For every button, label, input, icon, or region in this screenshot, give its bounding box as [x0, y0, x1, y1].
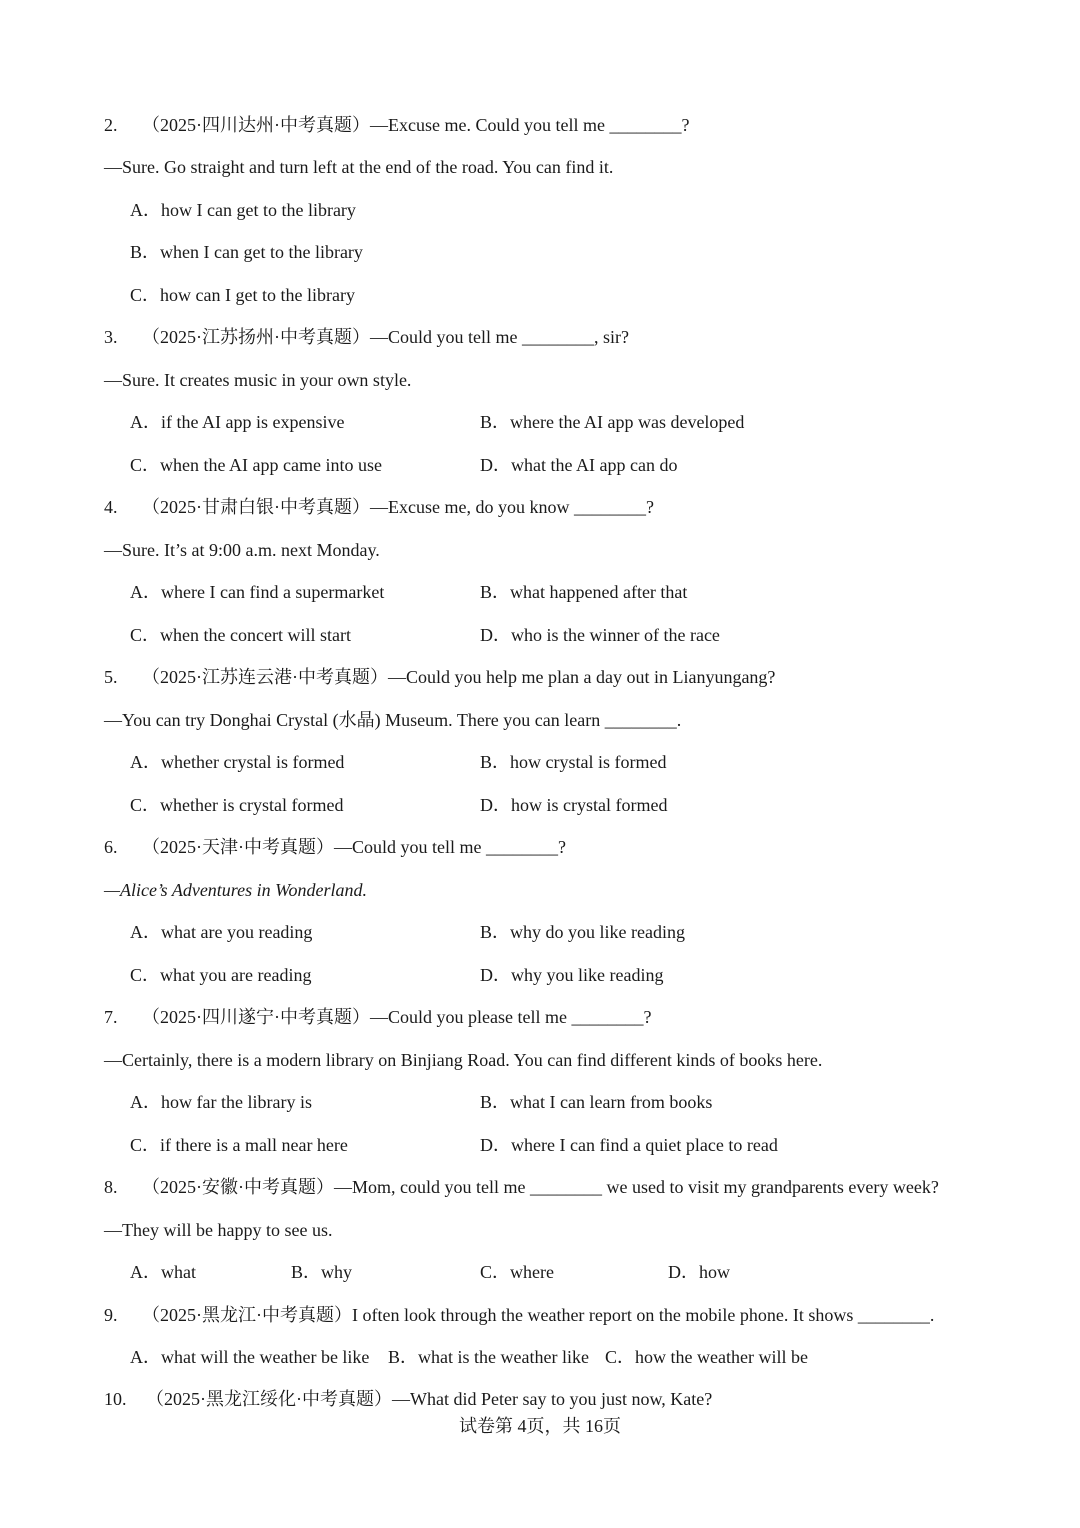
question-response: —They will be happy to see us.	[104, 1220, 333, 1240]
question-source: （2025·四川达州·中考真题）	[142, 115, 370, 135]
question-source: （2025·江苏连云港·中考真题）	[142, 667, 388, 687]
question-source: （2025·安徽·中考真题）	[142, 1177, 334, 1197]
question-response: —Alice’s Adventures in Wonderland.	[104, 880, 367, 900]
question-number: 2.	[104, 115, 118, 135]
option-d[interactable]: D．where I can find a quiet place to read	[480, 1135, 778, 1155]
option-b[interactable]: B．why do you like reading	[480, 922, 685, 942]
option-a[interactable]: A．what	[130, 1262, 196, 1282]
question-number: 3.	[104, 327, 118, 347]
question-number: 9.	[104, 1305, 118, 1325]
option-d[interactable]: D．how is crystal formed	[480, 795, 668, 815]
question-9	[104, 1303, 934, 1327]
question-source: （2025·天津·中考真题）	[142, 837, 334, 857]
question-stem: —Could you tell me ________, sir?	[370, 327, 629, 347]
question-8	[104, 1175, 939, 1199]
option-b[interactable]: B．how crystal is formed	[480, 752, 667, 772]
option-c[interactable]: C．when the AI app came into use	[130, 455, 382, 475]
option-b[interactable]: B．what is the weather like	[388, 1347, 589, 1367]
question-response: —Certainly, there is a modern library on Binjiang Road. You can find different kinds of books here.	[104, 1050, 823, 1070]
question-number: 7.	[104, 1007, 118, 1027]
question-response: —Sure. It’s at 9:00 a.m. next Monday.	[104, 540, 380, 560]
question-source: （2025·黑龙江·中考真题）	[142, 1305, 352, 1325]
question-stem: —Excuse me. Could you tell me ________?	[370, 115, 690, 135]
question-stem: —Excuse me, do you know ________?	[370, 497, 654, 517]
option-a[interactable]: A．what are you reading	[130, 922, 313, 942]
option-c[interactable]: C．whether is crystal formed	[130, 795, 344, 815]
question-source: （2025·江苏扬州·中考真题）	[142, 327, 370, 347]
question-source: （2025·四川遂宁·中考真题）	[142, 1007, 370, 1027]
question-number: 5.	[104, 667, 118, 687]
option-b[interactable]: B．what I can learn from books	[480, 1092, 713, 1112]
option-a[interactable]: A．how I can get to the library	[130, 200, 356, 220]
question-response: —Sure. Go straight and turn left at the end of the road. You can find it.	[104, 157, 614, 177]
option-c[interactable]: C．how the weather will be	[605, 1347, 808, 1367]
option-d[interactable]: D．why you like reading	[480, 965, 664, 985]
page-footer: 试卷第 4页，共 16页	[459, 1416, 621, 1436]
question-6	[104, 835, 566, 859]
option-c[interactable]: C．how can I get to the library	[130, 285, 355, 305]
question-stem: —Could you please tell me ________?	[370, 1007, 652, 1027]
option-a[interactable]: A．what will the weather be like	[130, 1347, 370, 1367]
option-a[interactable]: A．how far the library is	[130, 1092, 312, 1112]
option-b[interactable]: B．what happened after that	[480, 582, 688, 602]
option-b[interactable]: B．when I can get to the library	[130, 242, 363, 262]
question-5	[104, 665, 775, 689]
question-stem: —Could you help me plan a day out in Lianyungang?	[388, 667, 776, 687]
option-d[interactable]: D．who is the winner of the race	[480, 625, 720, 645]
option-d[interactable]: D．what the AI app can do	[480, 455, 678, 475]
option-c[interactable]: C．if there is a mall near here	[130, 1135, 348, 1155]
option-a[interactable]: A．where I can find a supermarket	[130, 582, 385, 602]
question-number: 4.	[104, 497, 118, 517]
question-response: —You can try Donghai Crystal (水晶) Museum. There you can learn ________.	[104, 710, 682, 730]
question-number: 6.	[104, 837, 118, 857]
option-d[interactable]: D．how	[668, 1262, 730, 1282]
option-c[interactable]: C．when the concert will start	[130, 625, 351, 645]
option-b[interactable]: B．where the AI app was developed	[480, 412, 745, 432]
question-number: 10.	[104, 1389, 127, 1409]
option-c[interactable]: C．what you are reading	[130, 965, 312, 985]
question-stem: —Could you tell me ________?	[334, 837, 566, 857]
question-source: （2025·甘肃白银·中考真题）	[142, 497, 370, 517]
question-4	[104, 495, 654, 519]
option-a[interactable]: A．if the AI app is expensive	[130, 412, 345, 432]
question-3	[104, 325, 629, 349]
question-response: —Sure. It creates music in your own style.	[104, 370, 412, 390]
option-c[interactable]: C．where	[480, 1262, 554, 1282]
question-stem: I often look through the weather report on the mobile phone. It shows ________.	[352, 1305, 935, 1325]
option-b[interactable]: B．why	[291, 1262, 353, 1282]
question-number: 8.	[104, 1177, 118, 1197]
question-7	[104, 1005, 651, 1029]
question-2	[104, 113, 689, 137]
question-stem: —What did Peter say to you just now, Kate?	[392, 1389, 713, 1409]
question-10	[104, 1387, 712, 1411]
option-a[interactable]: A．whether crystal is formed	[130, 752, 345, 772]
question-stem: —Mom, could you tell me ________ we used to visit my grandparents every week?	[334, 1177, 939, 1197]
question-source: （2025·黑龙江绥化·中考真题）	[146, 1389, 392, 1409]
